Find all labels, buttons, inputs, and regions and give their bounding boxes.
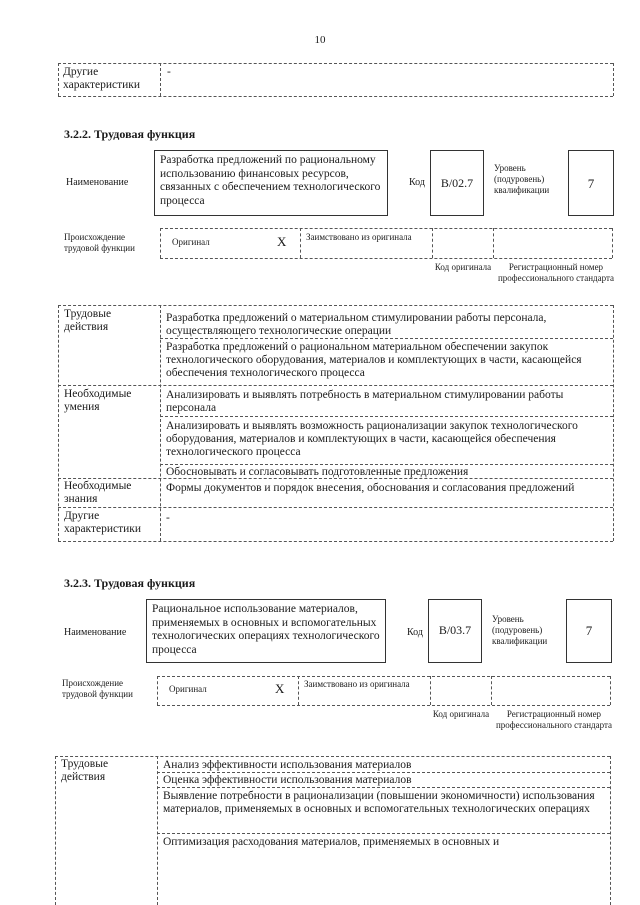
origin-label-323: Происхождение трудовой функции — [62, 678, 133, 699]
name-label-322: Наименование — [66, 177, 129, 188]
top-other-value: - — [167, 66, 171, 78]
other-value-322: - — [166, 512, 170, 524]
origin-label-322: Происхождение трудовой функции — [64, 232, 135, 253]
actions-label-322: Трудовые действия — [64, 308, 112, 333]
skill-322-1: Анализировать и выявлять потребность в материальном стимулировании работы персонала — [166, 389, 564, 414]
level-value-322: 7 — [568, 150, 614, 216]
level-label-323: Уровень (подуровень) квалификации — [492, 614, 548, 646]
knowledge-label-322: Необходимые знания — [64, 480, 132, 505]
code-original-label-323: Код оригинала — [432, 709, 490, 719]
code-label-323: Код — [407, 627, 423, 638]
page-number: 10 — [314, 34, 326, 46]
action-323-4: Оптимизация расходования материалов, применяемых в основных и — [163, 836, 500, 848]
code-value-322: B/02.7 — [430, 150, 484, 216]
action-323-2: Оценка эффективности использования материалов — [163, 774, 412, 786]
action-323-1: Анализ эффективности использования материалов — [163, 759, 412, 771]
section-heading-323: 3.2.3. Трудовая функция — [64, 576, 196, 590]
section-heading-322: 3.2.2. Трудовая функция — [64, 127, 196, 141]
reg-number-label-322: Регистрационный номер профессионального стандарта — [497, 262, 615, 283]
skill-322-3: Обосновывать и согласовывать подготовленные предложения — [166, 466, 469, 478]
skills-label-322: Необходимые умения — [64, 388, 132, 413]
knowledge-322-1: Формы документов и порядок внесения, обоснования и согласования предложений — [166, 482, 575, 494]
borrowed-label-323: Заимствовано из оригинала — [304, 679, 410, 689]
action-322-2: Разработка предложений о рациональном материальном обеспечении закупок технологического оборудования, материалов и комплектующих в части, касающейся обеспечения технологического процесса — [166, 341, 582, 379]
skill-322-2: Анализировать и выявлять возможность рационализации закупок технологического оборудования, материалов и комплектующих в части, касающейся обеспечения технологического процесса — [166, 420, 578, 458]
code-label-322: Код — [409, 177, 425, 188]
original-label-323: Оригинал — [169, 684, 207, 694]
original-mark-323: X — [275, 681, 285, 696]
reg-number-label-323: Регистрационный номер профессионального стандарта — [495, 709, 613, 730]
top-other-label: Другие характеристики — [63, 66, 141, 91]
borrowed-label-322: Заимствовано из оригинала — [306, 232, 412, 242]
name-value-323: Рациональное использование материалов, применяемых в основных и вспомогательных технологических операциях технологического процесса — [146, 599, 386, 663]
code-original-label-322: Код оригинала — [434, 262, 492, 272]
level-value-323: 7 — [566, 599, 612, 663]
actions-label-323: Трудовые действия — [61, 758, 109, 783]
name-value-322: Разработка предложений по рациональному использованию финансовых ресурсов, связанных с обеспечением технологического процесса — [154, 150, 388, 216]
level-label-322: Уровень (подуровень) квалификации — [494, 163, 550, 195]
name-label-323: Наименование — [64, 627, 127, 638]
original-mark-322: X — [277, 234, 287, 249]
code-value-323: B/03.7 — [428, 599, 482, 663]
other-label-322: Другие характеристики — [64, 510, 142, 535]
action-323-3: Выявление потребности в рационализации (повышении экономичности) использования материалов, применяемых в основных и вспомогательных технологических операциях — [163, 790, 595, 815]
action-322-1: Разработка предложений о материальном стимулировании работы персонала, осуществляющего технологические операции — [166, 312, 547, 337]
original-label-322: Оригинал — [172, 237, 210, 247]
